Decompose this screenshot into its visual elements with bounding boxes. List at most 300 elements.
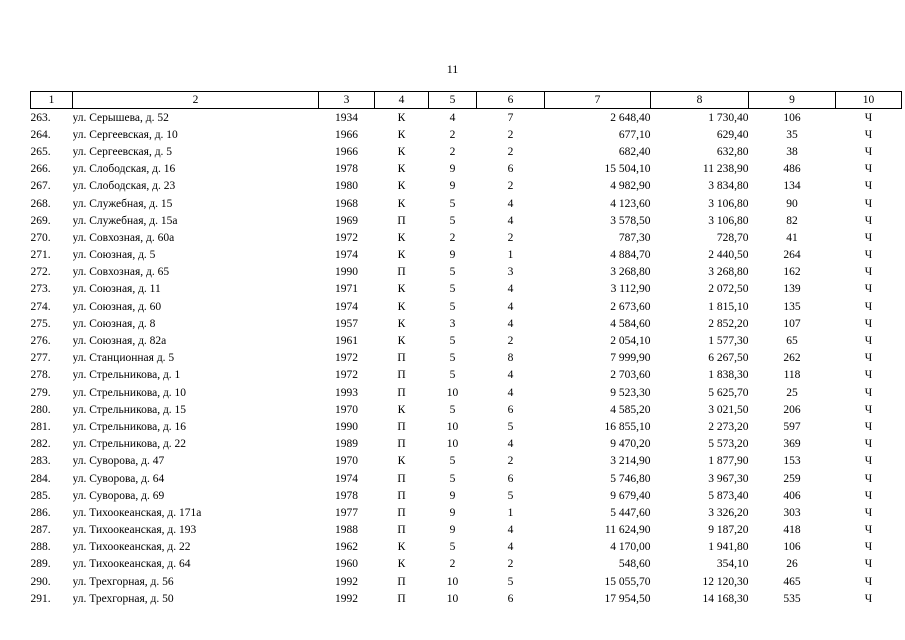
wall-material-cell: П <box>397 386 406 399</box>
total-area-cell: 3 112,90 <box>610 283 651 296</box>
address-cell: ул. Суворова, д. 64 <box>72 472 165 485</box>
year-built-cell: 1966 <box>335 128 358 141</box>
table-row <box>31 281 902 298</box>
address-cell: ул. Сергеевская, д. 10 <box>72 128 178 141</box>
entrances-cell: 5 <box>507 575 514 588</box>
year-built-cell: 1993 <box>335 386 358 399</box>
floors-cell: 5 <box>449 541 456 554</box>
address-cell: ул. Трехгорная, д. 56 <box>72 575 174 588</box>
total-area-cell: 15 055,70 <box>604 575 651 588</box>
entrances-cell: 2 <box>507 145 514 158</box>
wall-material-cell: К <box>397 145 406 158</box>
living-area-cell: 5 625,70 <box>708 386 749 399</box>
column-header: 2 <box>73 92 319 109</box>
ownership-cell: Ч <box>864 420 873 433</box>
residents-cell: 65 <box>786 335 798 348</box>
table-row <box>31 229 902 246</box>
total-area-cell: 3 214,90 <box>610 455 651 468</box>
entrances-cell: 8 <box>507 352 514 365</box>
column-header: 7 <box>545 92 651 109</box>
entrances-cell: 2 <box>507 231 514 244</box>
ownership-cell: Ч <box>864 335 873 348</box>
floors-cell: 5 <box>449 283 456 296</box>
table-row <box>31 487 902 504</box>
row-number-cell: 280. <box>30 403 51 416</box>
residents-cell: 41 <box>786 231 798 244</box>
residents-cell: 106 <box>783 111 801 124</box>
column-header: 3 <box>319 92 375 109</box>
year-built-cell: 1990 <box>335 420 358 433</box>
entrances-cell: 6 <box>507 592 514 605</box>
floors-cell: 10 <box>446 575 459 588</box>
year-built-cell: 1978 <box>335 163 358 176</box>
living-area-cell: 1 838,30 <box>708 369 749 382</box>
living-area-cell: 2 440,50 <box>708 249 749 262</box>
address-cell: ул. Союзная, д. 11 <box>72 283 161 296</box>
total-area-cell: 3 268,80 <box>610 266 651 279</box>
floors-cell: 10 <box>446 438 459 451</box>
living-area-cell: 2 072,50 <box>708 283 749 296</box>
row-number-cell: 271. <box>30 249 51 262</box>
total-area-cell: 15 504,10 <box>604 163 651 176</box>
row-number-cell: 284. <box>30 472 51 485</box>
residents-cell: 38 <box>786 145 798 158</box>
address-cell: ул. Суворова, д. 69 <box>72 489 165 502</box>
row-number-cell: 282. <box>30 438 51 451</box>
year-built-cell: 1978 <box>335 489 358 502</box>
row-number-cell: 267. <box>30 180 51 193</box>
residents-cell: 134 <box>783 180 801 193</box>
wall-material-cell: П <box>397 352 406 365</box>
wall-material-cell: К <box>397 558 406 571</box>
wall-material-cell: П <box>397 575 406 588</box>
wall-material-cell: П <box>397 214 406 227</box>
row-number-cell: 290. <box>30 575 51 588</box>
floors-cell: 2 <box>449 145 456 158</box>
table-row <box>31 470 902 487</box>
floors-cell: 2 <box>449 558 456 571</box>
wall-material-cell: К <box>397 180 406 193</box>
row-number-cell: 288. <box>30 541 51 554</box>
address-cell: ул. Стрельникова, д. 15 <box>72 403 187 416</box>
address-cell: ул. Суворова, д. 47 <box>72 455 165 468</box>
total-area-cell: 9 470,20 <box>610 438 651 451</box>
residents-cell: 162 <box>783 266 801 279</box>
living-area-cell: 3 268,80 <box>708 266 749 279</box>
year-built-cell: 1972 <box>335 352 358 365</box>
entrances-cell: 2 <box>507 558 514 571</box>
ownership-cell: Ч <box>864 575 873 588</box>
row-number-cell: 273. <box>30 283 51 296</box>
wall-material-cell: П <box>397 489 406 502</box>
table-row <box>31 590 902 607</box>
table-row <box>31 264 902 281</box>
wall-material-cell: П <box>397 438 406 451</box>
row-number-cell: 277. <box>30 352 51 365</box>
wall-material-cell: П <box>397 369 406 382</box>
floors-cell: 5 <box>449 214 456 227</box>
floors-cell: 9 <box>449 506 456 519</box>
living-area-cell: 3 106,80 <box>708 197 749 210</box>
column-header: 6 <box>477 92 545 109</box>
table-row <box>31 350 902 367</box>
ownership-cell: Ч <box>864 163 873 176</box>
column-header: 9 <box>749 92 836 109</box>
entrances-cell: 2 <box>507 180 514 193</box>
ownership-cell: Ч <box>864 403 873 416</box>
living-area-cell: 14 168,30 <box>702 592 749 605</box>
year-built-cell: 1980 <box>335 180 358 193</box>
address-cell: ул. Служебная, д. 15а <box>72 214 178 227</box>
row-number-cell: 281. <box>30 420 51 433</box>
living-area-cell: 3 326,20 <box>708 506 749 519</box>
floors-cell: 10 <box>446 592 459 605</box>
floors-cell: 5 <box>449 352 456 365</box>
year-built-cell: 1992 <box>335 575 358 588</box>
entrances-cell: 4 <box>507 317 514 330</box>
living-area-cell: 629,40 <box>716 128 749 141</box>
table-row <box>31 315 902 332</box>
living-area-cell: 1 877,90 <box>708 455 749 468</box>
year-built-cell: 1966 <box>335 145 358 158</box>
entrances-cell: 2 <box>507 335 514 348</box>
living-area-cell: 1 730,40 <box>708 111 749 124</box>
address-cell: ул. Станционная д. 5 <box>72 352 175 365</box>
living-area-cell: 728,70 <box>716 231 749 244</box>
entrances-cell: 5 <box>507 420 514 433</box>
ownership-cell: Ч <box>864 386 873 399</box>
ownership-cell: Ч <box>864 506 873 519</box>
year-built-cell: 1974 <box>335 249 358 262</box>
address-cell: ул. Стрельникова, д. 1 <box>72 369 181 382</box>
total-area-cell: 787,30 <box>618 231 651 244</box>
address-cell: ул. Совхозная, д. 60а <box>72 231 175 244</box>
ownership-cell: Ч <box>864 145 873 158</box>
ownership-cell: Ч <box>864 472 873 485</box>
row-number-cell: 279. <box>30 386 51 399</box>
ownership-cell: Ч <box>864 128 873 141</box>
floors-cell: 9 <box>449 249 456 262</box>
total-area-cell: 9 523,30 <box>610 386 651 399</box>
residents-cell: 135 <box>783 300 801 313</box>
residents-cell: 106 <box>783 541 801 554</box>
ownership-cell: Ч <box>864 558 873 571</box>
ownership-cell: Ч <box>864 214 873 227</box>
floors-cell: 5 <box>449 300 456 313</box>
residents-cell: 139 <box>783 283 801 296</box>
total-area-cell: 4 123,60 <box>610 197 651 210</box>
wall-material-cell: П <box>397 592 406 605</box>
row-number-cell: 286. <box>30 506 51 519</box>
living-area-cell: 1 577,30 <box>708 335 749 348</box>
residents-cell: 418 <box>783 524 801 537</box>
total-area-cell: 682,40 <box>618 145 651 158</box>
ownership-cell: Ч <box>864 231 873 244</box>
total-area-cell: 11 624,90 <box>604 524 651 537</box>
living-area-cell: 11 238,90 <box>702 163 749 176</box>
wall-material-cell: К <box>397 283 406 296</box>
living-area-cell: 1 941,80 <box>708 541 749 554</box>
year-built-cell: 1972 <box>335 369 358 382</box>
column-header: 1 <box>31 92 73 109</box>
year-built-cell: 1970 <box>335 455 358 468</box>
total-area-cell: 4 584,60 <box>610 317 651 330</box>
row-number-cell: 289. <box>30 558 51 571</box>
living-area-cell: 6 267,50 <box>708 352 749 365</box>
address-cell: ул. Союзная, д. 82а <box>72 335 167 348</box>
ownership-cell: Ч <box>864 455 873 468</box>
total-area-cell: 4 170,00 <box>610 541 651 554</box>
row-number-cell: 264. <box>30 128 51 141</box>
living-area-cell: 5 573,20 <box>708 438 749 451</box>
living-area-cell: 632,80 <box>716 145 749 158</box>
ownership-cell: Ч <box>864 541 873 554</box>
housing-register-table <box>30 91 902 607</box>
row-number-cell: 291. <box>30 592 51 605</box>
wall-material-cell: К <box>397 403 406 416</box>
year-built-cell: 1962 <box>335 541 358 554</box>
address-cell: ул. Трехгорная, д. 50 <box>72 592 174 605</box>
row-number-cell: 275. <box>30 317 51 330</box>
row-number-cell: 287. <box>30 524 51 537</box>
column-header: 5 <box>429 92 477 109</box>
entrances-cell: 6 <box>507 403 514 416</box>
ownership-cell: Ч <box>864 111 873 124</box>
living-area-cell: 12 120,30 <box>702 575 749 588</box>
entrances-cell: 2 <box>507 455 514 468</box>
entrances-cell: 6 <box>507 163 514 176</box>
ownership-cell: Ч <box>864 180 873 193</box>
address-cell: ул. Стрельникова, д. 16 <box>72 420 187 433</box>
address-cell: ул. Служебная, д. 15 <box>72 197 173 210</box>
table-row <box>31 161 902 178</box>
wall-material-cell: К <box>397 128 406 141</box>
total-area-cell: 4 585,20 <box>610 403 651 416</box>
wall-material-cell: П <box>397 506 406 519</box>
total-area-cell: 16 855,10 <box>604 420 651 433</box>
year-built-cell: 1972 <box>335 231 358 244</box>
wall-material-cell: К <box>397 197 406 210</box>
residents-cell: 303 <box>783 506 801 519</box>
address-cell: ул. Союзная, д. 5 <box>72 249 156 262</box>
entrances-cell: 2 <box>507 128 514 141</box>
year-built-cell: 1977 <box>335 506 358 519</box>
ownership-cell: Ч <box>864 489 873 502</box>
table-row <box>31 401 902 418</box>
year-built-cell: 1989 <box>335 438 358 451</box>
residents-cell: 264 <box>783 249 801 262</box>
entrances-cell: 4 <box>507 524 514 537</box>
floors-cell: 4 <box>449 111 456 124</box>
table-row <box>31 504 902 521</box>
wall-material-cell: К <box>397 300 406 313</box>
year-built-cell: 1957 <box>335 317 358 330</box>
wall-material-cell: К <box>397 541 406 554</box>
wall-material-cell: К <box>397 317 406 330</box>
total-area-cell: 17 954,50 <box>604 592 651 605</box>
year-built-cell: 1988 <box>335 524 358 537</box>
floors-cell: 3 <box>449 317 456 330</box>
residents-cell: 259 <box>783 472 801 485</box>
living-area-cell: 3 106,80 <box>708 214 749 227</box>
table-row <box>31 367 902 384</box>
row-number-cell: 270. <box>30 231 51 244</box>
total-area-cell: 548,60 <box>618 558 651 571</box>
entrances-cell: 4 <box>507 369 514 382</box>
floors-cell: 5 <box>449 455 456 468</box>
living-area-cell: 5 873,40 <box>708 489 749 502</box>
wall-material-cell: К <box>397 111 406 124</box>
ownership-cell: Ч <box>864 249 873 262</box>
living-area-cell: 3 967,30 <box>708 472 749 485</box>
wall-material-cell: П <box>397 266 406 279</box>
residents-cell: 486 <box>783 163 801 176</box>
total-area-cell: 4 884,70 <box>610 249 651 262</box>
table-row <box>31 178 902 195</box>
total-area-cell: 5 746,80 <box>610 472 651 485</box>
address-cell: ул. Слободская, д. 23 <box>72 180 176 193</box>
floors-cell: 5 <box>449 197 456 210</box>
year-built-cell: 1934 <box>335 111 358 124</box>
table-row <box>31 212 902 229</box>
wall-material-cell: К <box>397 335 406 348</box>
residents-cell: 25 <box>786 386 798 399</box>
address-cell: ул. Тихоокеанская, д. 64 <box>72 558 191 571</box>
table-row <box>31 418 902 435</box>
row-number-cell: 266. <box>30 163 51 176</box>
page-number: 11 <box>446 62 459 76</box>
residents-cell: 535 <box>783 592 801 605</box>
floors-cell: 9 <box>449 524 456 537</box>
column-header: 10 <box>836 92 902 109</box>
entrances-cell: 4 <box>507 541 514 554</box>
residents-cell: 597 <box>783 420 801 433</box>
address-cell: ул. Союзная, д. 8 <box>72 317 156 330</box>
floors-cell: 5 <box>449 403 456 416</box>
total-area-cell: 2 673,60 <box>610 300 651 313</box>
table-row <box>31 298 902 315</box>
address-cell: ул. Тихоокеанская, д. 193 <box>72 524 197 537</box>
wall-material-cell: П <box>397 472 406 485</box>
entrances-cell: 4 <box>507 214 514 227</box>
address-cell: ул. Совхозная, д. 65 <box>72 266 170 279</box>
table-row <box>31 384 902 401</box>
residents-cell: 90 <box>786 197 798 210</box>
residents-cell: 406 <box>783 489 801 502</box>
address-cell: ул. Тихоокеанская, д. 171а <box>72 506 202 519</box>
floors-cell: 5 <box>449 369 456 382</box>
address-cell: ул. Стрельникова, д. 10 <box>72 386 187 399</box>
wall-material-cell: П <box>397 524 406 537</box>
entrances-cell: 7 <box>507 111 514 124</box>
table-row <box>31 556 902 573</box>
table-row <box>31 143 902 160</box>
entrances-cell: 4 <box>507 197 514 210</box>
floors-cell: 9 <box>449 489 456 502</box>
address-cell: ул. Стрельникова, д. 22 <box>72 438 187 451</box>
total-area-cell: 7 999,90 <box>610 352 651 365</box>
table-row <box>31 453 902 470</box>
entrances-cell: 4 <box>507 438 514 451</box>
total-area-cell: 2 054,10 <box>610 335 651 348</box>
year-built-cell: 1990 <box>335 266 358 279</box>
residents-cell: 153 <box>783 455 801 468</box>
living-area-cell: 1 815,10 <box>708 300 749 313</box>
total-area-cell: 9 679,40 <box>610 489 651 502</box>
table-row <box>31 247 902 264</box>
table-row <box>31 109 902 127</box>
wall-material-cell: К <box>397 455 406 468</box>
row-number-cell: 285. <box>30 489 51 502</box>
ownership-cell: Ч <box>864 592 873 605</box>
address-cell: ул. Союзная, д. 60 <box>72 300 162 313</box>
total-area-cell: 4 982,90 <box>610 180 651 193</box>
table-body <box>31 109 902 608</box>
residents-cell: 35 <box>786 128 798 141</box>
row-number-cell: 263. <box>30 111 51 124</box>
wall-material-cell: П <box>397 420 406 433</box>
year-built-cell: 1970 <box>335 403 358 416</box>
year-built-cell: 1974 <box>335 300 358 313</box>
residents-cell: 118 <box>783 369 801 382</box>
entrances-cell: 4 <box>507 300 514 313</box>
floors-cell: 5 <box>449 335 456 348</box>
floors-cell: 9 <box>449 180 456 193</box>
table-row <box>31 195 902 212</box>
living-area-cell: 2 273,20 <box>708 420 749 433</box>
row-number-cell: 272. <box>30 266 51 279</box>
column-header: 8 <box>651 92 749 109</box>
floors-cell: 2 <box>449 231 456 244</box>
ownership-cell: Ч <box>864 317 873 330</box>
table-row <box>31 436 902 453</box>
floors-cell: 10 <box>446 386 459 399</box>
entrances-cell: 4 <box>507 283 514 296</box>
row-number-cell: 276. <box>30 335 51 348</box>
year-built-cell: 1969 <box>335 214 358 227</box>
row-number-cell: 283. <box>30 455 51 468</box>
year-built-cell: 1971 <box>335 283 358 296</box>
year-built-cell: 1974 <box>335 472 358 485</box>
row-number-cell: 269. <box>30 214 51 227</box>
address-cell: ул. Слободская, д. 16 <box>72 163 176 176</box>
table-row <box>31 573 902 590</box>
total-area-cell: 677,10 <box>618 128 651 141</box>
residents-cell: 262 <box>783 352 801 365</box>
total-area-cell: 5 447,60 <box>610 506 651 519</box>
total-area-cell: 2 703,60 <box>610 369 651 382</box>
year-built-cell: 1960 <box>335 558 358 571</box>
living-area-cell: 2 852,20 <box>708 317 749 330</box>
floors-cell: 10 <box>446 420 459 433</box>
ownership-cell: Ч <box>864 197 873 210</box>
total-area-cell: 3 578,50 <box>610 214 651 227</box>
entrances-cell: 6 <box>507 472 514 485</box>
entrances-cell: 3 <box>507 266 514 279</box>
living-area-cell: 354,10 <box>716 558 749 571</box>
living-area-cell: 9 187,20 <box>708 524 749 537</box>
entrances-cell: 1 <box>507 249 514 262</box>
ownership-cell: Ч <box>864 438 873 451</box>
address-cell: ул. Тихоокеанская, д. 22 <box>72 541 191 554</box>
wall-material-cell: К <box>397 163 406 176</box>
ownership-cell: Ч <box>864 352 873 365</box>
row-number-cell: 278. <box>30 369 51 382</box>
floors-cell: 5 <box>449 266 456 279</box>
column-number-header-row <box>31 92 902 109</box>
floors-cell: 9 <box>449 163 456 176</box>
address-cell: ул. Серышева, д. 52 <box>72 111 169 124</box>
